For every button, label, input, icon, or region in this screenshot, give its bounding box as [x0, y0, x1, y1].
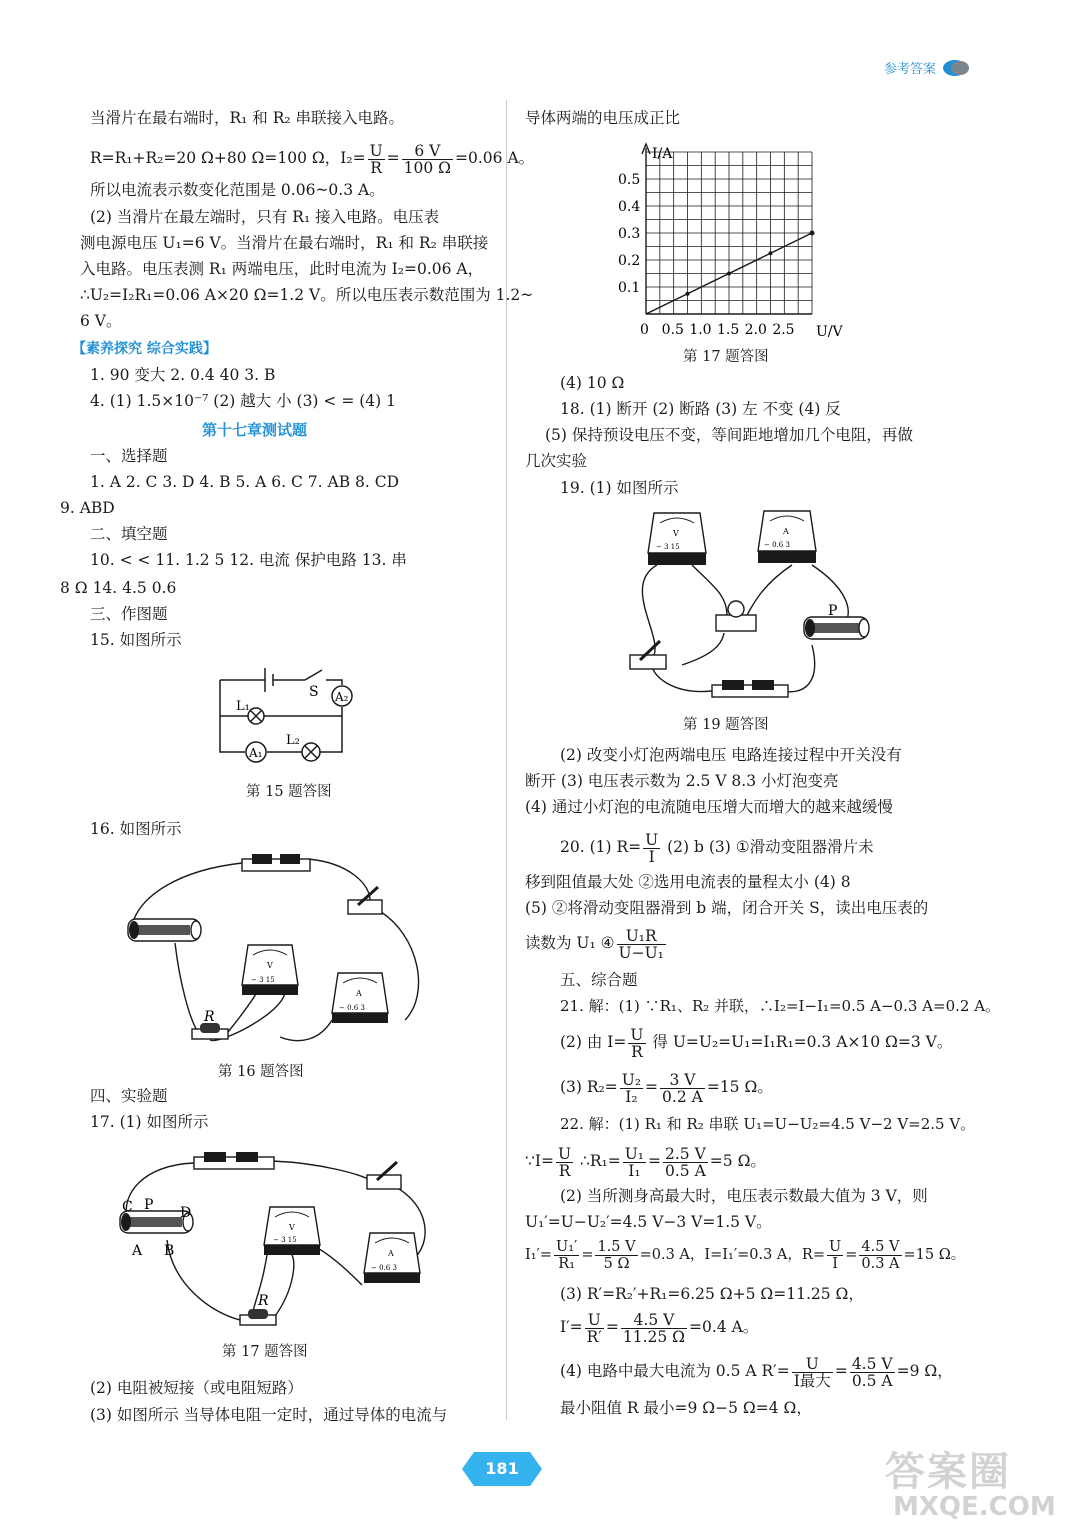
- text-line: 19. (1) 如图所示: [560, 479, 679, 497]
- y-axis-label: I/A: [652, 146, 673, 162]
- switch-icon: [367, 1162, 401, 1189]
- text-line: 21. 解：(1) ∵R₁、R₂ 并联，∴I₂=I−I₁=0.5 A−0.3 A=0.2 A。: [560, 997, 1001, 1015]
- svg-text:− 0.6 3: − 0.6 3: [764, 541, 790, 549]
- text-line: 1. 90 变大 2. 0.4 40 3. B: [90, 366, 276, 384]
- text-line: 15. 如图所示: [90, 631, 182, 649]
- denominator: R₁: [558, 1255, 576, 1272]
- terminal-b-label: B: [164, 1243, 175, 1259]
- numerator: U: [585, 1312, 604, 1329]
- resistor-label: R: [204, 1009, 215, 1025]
- denominator: 0.5 A: [665, 1161, 706, 1180]
- terminal-a-label: A: [132, 1243, 143, 1259]
- svg-text:A: A: [388, 1249, 394, 1258]
- text-line: (3) 如图所示 当导体电阻一定时，通过导体的电流与: [90, 1406, 448, 1424]
- fraction: [792, 1356, 833, 1389]
- equals: =: [386, 149, 400, 167]
- formula-text: (3) R₂=: [560, 1078, 618, 1096]
- text-line: 16. 如图所示: [90, 820, 182, 838]
- chapter-title: 第十七章测试题: [202, 421, 308, 439]
- section-heading: 三、作图题: [90, 605, 168, 623]
- y-tick-label: 0.1: [618, 280, 641, 296]
- numerator: 4.5 V: [851, 1354, 893, 1373]
- header-badge-icon: [942, 59, 972, 77]
- denominator: I₂: [625, 1087, 638, 1106]
- text-line: 4. (1) 1.5×10⁻⁷ (2) 越大 小 (3) < = (4) 1: [90, 392, 396, 410]
- numerator: 4.5 V: [861, 1238, 900, 1255]
- lamp-icon: [716, 601, 756, 631]
- svg-text:V: V: [673, 529, 679, 538]
- x-tick-label: 0.5: [661, 322, 684, 338]
- x-tick-label: 1.5: [717, 322, 740, 338]
- rheostat-icon: [128, 919, 201, 941]
- svg-text:A: A: [783, 527, 789, 536]
- y-tick-label: 0.5: [618, 172, 641, 188]
- svg-text:− 3 15: − 3 15: [273, 1236, 297, 1244]
- formula-line: [560, 1025, 952, 1060]
- svg-text:V: V: [267, 961, 273, 970]
- text-line: (3) R′=R₂′+R₁=6.25 Ω+5 Ω=11.25 Ω，: [560, 1285, 864, 1303]
- svg-text:− 3 15: − 3 15: [251, 976, 275, 984]
- voltmeter-icon: [242, 945, 298, 995]
- resistor-label: R: [258, 1293, 269, 1309]
- svg-text:V: V: [289, 1223, 295, 1232]
- denominator: 5 Ω: [603, 1255, 630, 1272]
- formula-text: =15 Ω。: [903, 1247, 966, 1263]
- figure-17-wiring: [112, 1145, 442, 1337]
- formula-line: [560, 1070, 773, 1105]
- svg-text:A: A: [356, 989, 362, 998]
- text-line: 17. (1) 如图所示: [90, 1113, 209, 1131]
- text-line: 测电源电压 U₁=6 V。当滑片在最右端时，R₁ 和 R₂ 串联接: [80, 234, 489, 252]
- fraction: [554, 1239, 579, 1272]
- fraction: [660, 1072, 705, 1105]
- ammeter-a1-label: A₁: [249, 746, 263, 760]
- figure-15-caption: 第 15 题答图: [246, 784, 332, 800]
- voltmeter-icon: [264, 1207, 320, 1255]
- figure-17-caption: 第 17 题答图: [222, 1344, 308, 1360]
- page-header: [884, 58, 972, 77]
- figure-19-wiring: [612, 505, 872, 710]
- numerator: U: [645, 830, 659, 849]
- fraction: [621, 1312, 687, 1345]
- formula-line: [525, 926, 668, 961]
- formula-text: I₁′=: [525, 1247, 552, 1263]
- origin-label: 0: [640, 322, 649, 338]
- formula-line: [525, 1238, 965, 1272]
- formula-line: [90, 140, 534, 176]
- formula-text: ∴R₁=: [575, 1152, 621, 1170]
- graph-caption: 第 17 题答图: [683, 349, 769, 365]
- numerator: U₁R: [617, 928, 666, 945]
- fraction: [585, 1312, 604, 1345]
- text-line: (5) ②将滑动变阻器滑到 b 端，闭合开关 S，读出电压表的: [525, 899, 929, 917]
- formula-text: =0.06 A。: [455, 149, 535, 167]
- formula-line: [560, 830, 874, 865]
- equals: =: [648, 1152, 662, 1170]
- numerator: 6 V: [402, 143, 453, 160]
- formula-text: 得 U=U₂=U₁=I₁R₁=0.3 A×10 Ω=3 V。: [647, 1033, 953, 1051]
- numerator: U: [369, 141, 383, 160]
- section-heading: 二、填空题: [90, 525, 168, 543]
- fraction: [620, 1072, 643, 1105]
- header-title: 参考答案: [883, 62, 936, 77]
- terminal-c-label: C: [122, 1199, 133, 1215]
- denominator: I: [648, 847, 655, 866]
- x-tick-label: 2.5: [772, 322, 795, 338]
- text-line: 入电路。电压表测 R₁ 两端电压，此时电流为 I₂=0.06 A，: [80, 260, 484, 278]
- numerator: 1.5 V: [597, 1238, 636, 1255]
- equals: =: [581, 1247, 594, 1263]
- denominator: 100 Ω: [403, 158, 452, 177]
- formula-text: (2) b (3) ①滑动变阻器滑片未: [662, 838, 874, 856]
- chart-axes: [642, 144, 812, 314]
- ammeter-a2-label: A₂: [335, 690, 349, 704]
- watermark-url: MXQE.COM: [893, 1492, 1056, 1522]
- page-number-badge: [462, 1452, 542, 1486]
- numerator: U₂: [621, 1070, 642, 1089]
- numerator: U: [792, 1356, 833, 1373]
- fraction: [663, 1146, 708, 1179]
- terminal-d-label: D: [180, 1205, 192, 1221]
- resistor-icon: [192, 1023, 228, 1039]
- watermark: [885, 1440, 1055, 1530]
- text-line: (5) 保持预设电压不变，等间距地增加几个电阻，再做: [545, 426, 913, 444]
- text-line: 18. (1) 断开 (2) 断路 (3) 左 不变 (4) 反: [560, 400, 841, 418]
- ammeter-icon: [364, 1233, 420, 1283]
- numerator: U: [630, 1025, 644, 1044]
- denominator: 0.2 A: [662, 1087, 703, 1106]
- formula-text: =0.4 A。: [689, 1318, 759, 1336]
- watermark-logo-text: 答案圈: [885, 1449, 1011, 1495]
- formula-line: [525, 1144, 766, 1179]
- fraction: [859, 1239, 901, 1272]
- data-point: [810, 231, 815, 236]
- x-tick-label: 2.0: [744, 322, 767, 338]
- equals: =: [605, 1318, 619, 1336]
- text-line: U₁′=U−U₂′=4.5 V−3 V=1.5 V。: [525, 1213, 772, 1231]
- battery-icon: [194, 1152, 274, 1169]
- data-point: [727, 272, 731, 276]
- denominator: R: [631, 1042, 643, 1061]
- numerator: 2.5 V: [665, 1144, 706, 1163]
- text-line: (4) 10 Ω: [560, 374, 625, 392]
- section-heading: 五、综合题: [560, 971, 638, 989]
- y-tick-label: 0.4: [618, 199, 641, 215]
- text-line: (2) 当滑片在最左端时，只有 R₁ 接入电路。电压表: [90, 208, 440, 226]
- iu-line-chart: [600, 138, 860, 350]
- ammeter-icon: [758, 511, 816, 563]
- rheostat-icon: [804, 617, 869, 639]
- equals: =: [834, 1362, 848, 1380]
- slider-p-label: P: [144, 1197, 154, 1213]
- formula-text: R=R₁+R₂=20 Ω+80 Ω=100 Ω，I₂=: [90, 149, 366, 167]
- formula-text: =5 Ω。: [709, 1152, 766, 1170]
- numerator: 3 V: [660, 1072, 705, 1089]
- denominator: R′: [586, 1327, 602, 1346]
- ammeter-icon: [332, 973, 388, 1023]
- text-line: (2) 当所测身高最大时，电压表示数最大值为 3 V，则: [560, 1187, 928, 1205]
- text-line: 几次实验: [525, 452, 588, 470]
- fraction: [827, 1239, 843, 1272]
- text-line: 移到阻值最大处 ②选用电流表的量程太小 (4) 8: [525, 873, 851, 891]
- figure-16-caption: 第 16 题答图: [218, 1064, 304, 1080]
- section-tag: 【素养探究 综合实践】: [72, 341, 217, 357]
- text-line: 8 Ω 14. 4.5 0.6: [60, 579, 177, 597]
- denominator: I₁: [628, 1161, 641, 1180]
- figure-15-circuit: [210, 660, 360, 772]
- data-point: [769, 251, 773, 255]
- switch-label: S: [309, 684, 319, 700]
- equals: =: [645, 1078, 659, 1096]
- section-heading: 一、选择题: [90, 447, 168, 465]
- text-line: 所以电流表示数变化范围是 0.06~0.3 A。: [90, 181, 385, 199]
- slider-p-label: P: [828, 603, 838, 619]
- text-line: (4) 通过小灯泡的电流随电压增大而增大的越来越缓慢: [525, 798, 893, 816]
- numerator: U: [557, 1144, 572, 1163]
- text-line: 10. < < 11. 1.2 5 12. 电流 保护电路 13. 串: [90, 551, 407, 569]
- svg-text:− 0.6 3: − 0.6 3: [339, 1004, 365, 1012]
- y-tick-label: 0.2: [618, 253, 641, 269]
- svg-text:− 3 15: − 3 15: [656, 543, 680, 551]
- switch-icon: [630, 641, 666, 669]
- resistor-icon: [240, 1309, 276, 1325]
- formula-text: I′=: [560, 1318, 583, 1336]
- lamp-l1-label: L₁: [236, 699, 250, 714]
- fraction: [623, 1146, 646, 1179]
- formula-text: =0.3 A，I=I₁′=0.3 A，R=: [639, 1247, 825, 1263]
- fraction: [617, 928, 666, 961]
- formula-text: (4) 电路中最大电流为 0.5 A R′=: [560, 1362, 790, 1380]
- formula-line: [560, 1354, 953, 1389]
- fraction: [643, 832, 660, 865]
- fraction: [402, 143, 453, 176]
- chart-series: [646, 231, 815, 315]
- denominator: R: [558, 1161, 571, 1180]
- fraction: [368, 143, 385, 176]
- text-line: 22. 解：(1) R₁ 和 R₂ 串联 U₁=U−U₂=4.5 V−2 V=2.5 V。: [560, 1115, 976, 1133]
- formula-text: 读数为 U₁ ④: [525, 934, 615, 952]
- text-line: 9. ABD: [60, 499, 115, 517]
- formula-text: =9 Ω，: [896, 1362, 953, 1380]
- numerator: U: [828, 1238, 842, 1255]
- text-line: 6 V。: [80, 312, 122, 330]
- fraction: [556, 1146, 573, 1179]
- svg-text:− 0.6 3: − 0.6 3: [371, 1264, 397, 1272]
- lamp-l2-label: L₂: [286, 733, 300, 748]
- denominator: R: [370, 158, 382, 177]
- numerator: U₁: [624, 1144, 645, 1163]
- text-line: 断开 (3) 电压表示数为 2.5 V 8.3 小灯泡变亮: [525, 772, 839, 790]
- figure-16-wiring: [120, 845, 440, 1055]
- formula-text: ∵I=: [525, 1152, 554, 1170]
- text-line: (2) 电阻被短接（或电阻短路）: [90, 1379, 303, 1397]
- formula-line: [560, 1310, 758, 1345]
- text-line: (2) 改变小灯泡两端电压 电路连接过程中开关没有: [560, 746, 902, 764]
- fraction: [595, 1239, 637, 1272]
- equals: =: [845, 1247, 858, 1263]
- denominator: I: [832, 1255, 838, 1272]
- battery-icon: [242, 854, 310, 871]
- voltmeter-icon: [648, 513, 706, 565]
- denominator: 11.25 Ω: [622, 1327, 685, 1346]
- y-tick-label: 0.3: [618, 226, 641, 242]
- x-tick-label: 1.0: [689, 322, 712, 338]
- formula-text: 20. (1) R=: [560, 838, 642, 856]
- figure-19-caption: 第 19 题答图: [683, 717, 769, 733]
- numerator: 4.5 V: [621, 1312, 687, 1329]
- denominator: I最大: [793, 1371, 831, 1390]
- chart-grid: [646, 152, 812, 314]
- formula-text: =15 Ω。: [706, 1078, 773, 1096]
- denominator: 0.3 A: [861, 1255, 900, 1272]
- formula-text: (2) 由 I=: [560, 1033, 627, 1051]
- switch-icon: [348, 887, 382, 914]
- page-number: 181: [485, 1459, 519, 1478]
- text-line: ∴U₂=I₂R₁=0.06 A×20 Ω=1.2 V。所以电压表示数范围为 1.2~: [80, 286, 534, 304]
- text-line: 最小阻值 R 最小=9 Ω−5 Ω=4 Ω，: [560, 1399, 812, 1417]
- section-heading: 四、实验题: [90, 1087, 168, 1105]
- text-line: 导体两端的电压成正比: [525, 109, 681, 127]
- numerator: U₁′: [555, 1238, 578, 1255]
- text-line: 当滑片在最右端时，R₁ 和 R₂ 串联接入电路。: [90, 109, 405, 127]
- denominator: U−U₁: [618, 943, 664, 962]
- denominator: 0.5 A: [851, 1371, 893, 1390]
- text-line: 1. A 2. C 3. D 4. B 5. A 6. C 7. AB 8. CD: [90, 473, 400, 491]
- data-point: [686, 292, 690, 296]
- battery-icon: [712, 680, 788, 697]
- fraction: [850, 1356, 895, 1389]
- x-axis-label: U/V: [816, 324, 843, 340]
- fraction: [628, 1027, 645, 1060]
